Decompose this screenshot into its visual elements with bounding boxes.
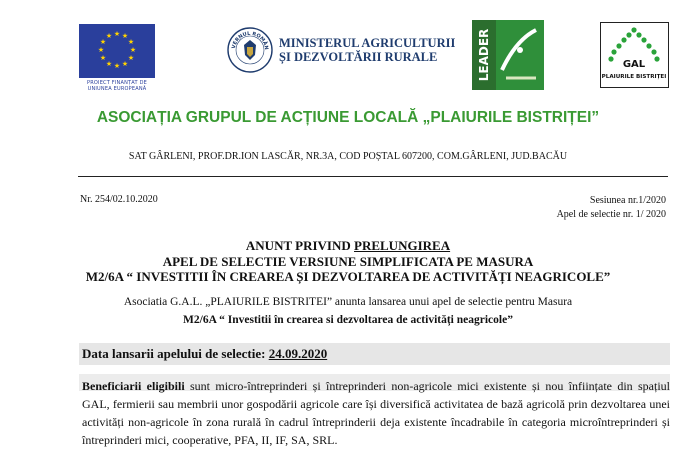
leader-logo	[472, 20, 544, 90]
association-address: SAT GÂRLENI, PROF.DR.ION LASCĂR, NR.3A, COD POȘTAL 607200, COM.GÂRLENI, JUD.BACĂU	[128, 151, 568, 162]
gal-logo	[600, 22, 669, 88]
svg-text:★: ★	[121, 60, 129, 68]
svg-text:★: ★	[105, 60, 113, 68]
eu-stars-icon	[79, 24, 155, 78]
intro-measure: M2/6A “ Investitii în crearea si dezvoltarea de activități neagricole”	[183, 314, 513, 326]
eu-logo-caption	[79, 80, 155, 92]
announcement-subtitle: APEL DE SELECTIE VERSIUNE SIMPLIFICATA PE MASURA	[162, 254, 534, 269]
svg-text:★: ★	[113, 62, 121, 70]
beneficiaries-paragraph	[82, 377, 670, 449]
ministry-line1: MINISTERUL AGRICULTURII	[279, 36, 456, 50]
svg-text:★: ★	[105, 32, 113, 40]
ministry-name	[279, 36, 455, 64]
session-info	[557, 194, 666, 222]
association-title: ASOCIAȚIA GRUPUL DE ACȚIUNE LOCALĂ „PLAIURILE BISTRIȚEI”	[96, 109, 600, 126]
beneficiaries-label: Beneficiarii eligibili	[82, 379, 185, 393]
document-number: Nr. 254/02.10.2020	[80, 194, 158, 205]
launch-date-line	[82, 346, 327, 362]
svg-text:★: ★	[127, 38, 135, 46]
gal-name-text: PLAIURILE BISTRIȚEI	[601, 74, 667, 80]
svg-text:★: ★	[99, 38, 107, 46]
session-number: Sesiunea nr.1/2020	[589, 195, 666, 206]
gal-short-text: GAL	[622, 59, 646, 70]
launch-date: 24.09.2020	[268, 346, 328, 361]
svg-text:★: ★	[97, 46, 105, 54]
svg-text:★: ★	[127, 54, 135, 62]
svg-text:★: ★	[121, 32, 129, 40]
intro-paragraph: Asociatia G.A.L. „PLAIURILE BISTRITEI” anunta lansarea unui apel de selectie pentru Masura	[123, 296, 573, 308]
svg-text:★: ★	[129, 46, 137, 54]
gov-seal-text: VERNUL ROMÂN	[230, 30, 270, 51]
measure-title: M2/6A “ INVESTITII ÎN CREAREA ȘI DEZVOLTAREA DE ACTIVITĂȚI NEAGRICOLE”	[85, 269, 611, 284]
government-seal-logo	[227, 27, 273, 73]
announcement-extension: PRELUNGIREA	[354, 238, 451, 253]
eu-flag-logo	[79, 24, 155, 78]
eu-caption-line1: PROIECT FINANȚAT DE	[87, 80, 147, 86]
svg-text:★: ★	[99, 54, 107, 62]
announcement-prefix: ANUNT PRIVIND	[245, 238, 355, 253]
svg-text:★: ★	[113, 30, 121, 38]
leader-text: LEADER	[477, 28, 491, 82]
announcement-title	[0, 238, 696, 254]
launch-label: Data lansarii apelului de selectie:	[82, 346, 269, 361]
ministry-line2: ȘI DEZVOLTĂRII RURALE	[279, 50, 438, 64]
eu-caption-line2: UNIUNEA EUROPEANĂ	[87, 86, 147, 92]
call-number: Apel de selectie nr. 1/ 2020	[556, 209, 666, 220]
header-divider	[78, 176, 668, 177]
beneficiaries-text: sunt micro-întreprinderi și întreprinderi non-agricole mici existente și nou înființate din spațiul GAL, fermierii sau membrii unor gospodării agricole care își diversifică activitatea de bază agricolă prin dezvoltarea unei activități non-agricole în zona rurală în cadrul întreprinderii deja existente încadrabile în categoria microîntreprinderi și întreprinderi mici, cooperative, PFA, II, IF, SA, SRL.	[82, 379, 671, 447]
